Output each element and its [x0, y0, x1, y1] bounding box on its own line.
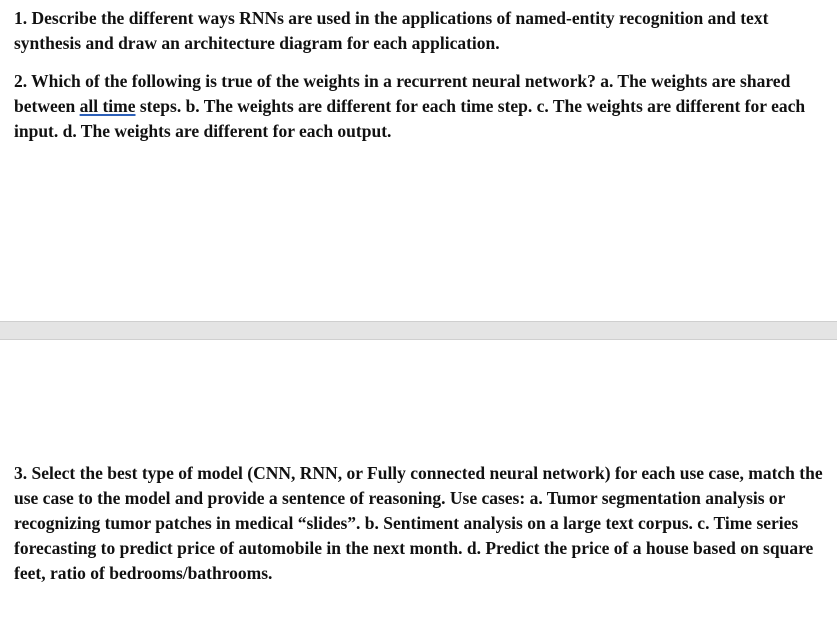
question-2: [14, 69, 824, 144]
page-separator: [0, 321, 837, 340]
question-2-underlined-term: all time: [79, 96, 136, 116]
question-3: 3. Select the best type of model (CNN, RNN, or Fully connected neural network) for each use case, match the use case to the model and provide a sentence of reasoning. Use cases: a. Tumor segmentation analysis or recognizing tumor patches in medical “slides”. b. Sentiment analysis on a large text corpus. c. Time series forecasting to predict price of automobile in the next month. d. Predict the price of a house based on square feet, ratio of bedrooms/bathrooms.: [14, 463, 823, 583]
question-1: 1. Describe the different ways RNNs are used in the applications of named-entity recognition and text synthesis and draw an architecture diagram for each application.: [14, 8, 769, 53]
question-2-text-start: 2. Which of the following is true of the weights in a recurrent neural network? a. The weights are shared between: [14, 71, 791, 116]
question-2-text-end: steps. b. The weights are different for each time step. c. The weights are different for each input. d. The weights are different for each output.: [14, 96, 806, 141]
